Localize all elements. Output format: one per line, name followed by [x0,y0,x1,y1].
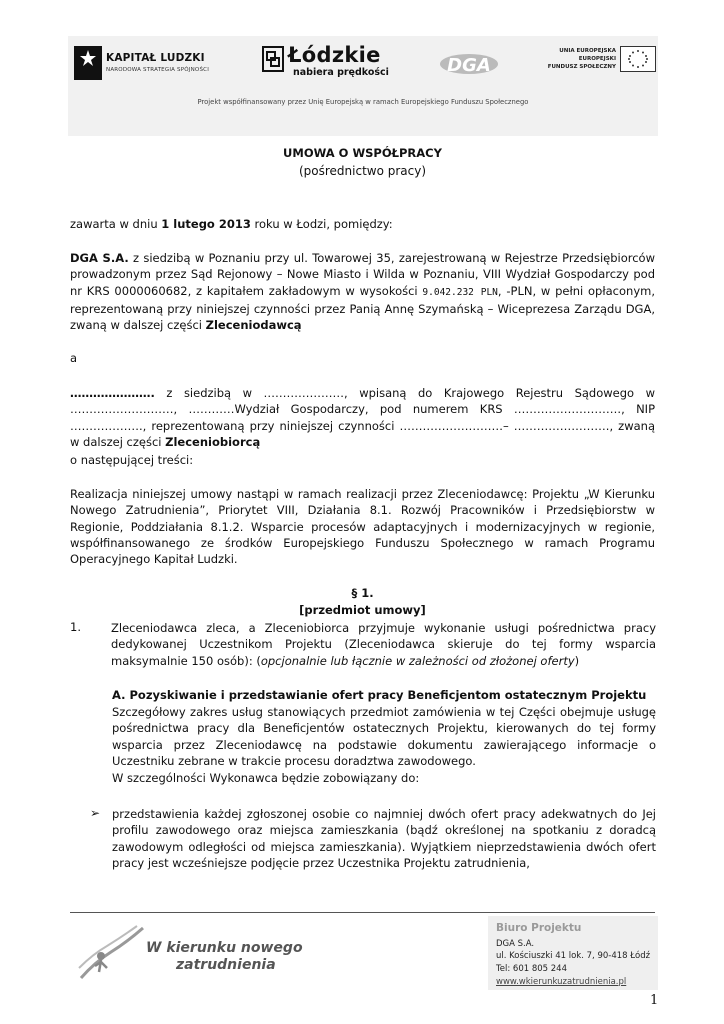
item1-italic: opcjonalnie lub łącznie w zależności od złożonej oferty [260,653,575,668]
subsection-a-heading: A. Pozyskiwanie i przedstawianie ofert pracy Beneficjentom ostatecznym Projektu [112,688,647,702]
lodzkie-mark-icon [262,45,284,73]
intro-text-a: zawarta w dniu [70,217,162,231]
office-title: Biuro Projektu [496,922,582,934]
subsection-a-text2: W szczególności Wykonawca będzie zobowiązany do: [112,771,420,785]
party1-text2: , -PLN, w pełni opłaconym, reprezentowaną przy niniejszej czynności przez Panią Annę Szymańską – Wiceprezesa Zarządu DGA, zwaną w dalszej części [70,283,655,333]
lodzkie-title: Łódzkie [288,43,381,67]
eu-line-2: EUROPEJSKI [578,56,616,62]
party1-text: z siedzibą w Poznaniu przy ul. Towarowej 35, zarejestrowaną w Rejestrze Przedsiębiorców prowadzonym przez Sąd Rejonowy – Nowe Miasto i Wilda w Poznaniu, VIII Wydział Gospodarczy pod nr KRS 0000060682, z kapitałem zakładowym w wysokości [70,251,655,298]
dga-logo [438,50,500,76]
party1-role: Zleceniodawcą [205,318,302,333]
cofinance-note: Projekt współfinansowany przez Unię Europejską w ramach Europejskiego Funduszu Społecznego [197,98,529,106]
eu-fund-label [528,47,616,71]
subsection-a-text: Szczegółowy zakres usług stanowiących przedmiot zamówienia w tej Części obejmuje usługę pośrednictwa pracy dla Beneficjentów ostatecznych Projektu, kierowanych do tej formy wsparcia przez Zleceniodawcę na podstawie dokumentu zawierającego informacje o Uczestniku zebrane w trakcie procesu doradztwa zawodowego. [112,705,656,768]
page-number: 1 [650,993,659,1008]
eu-flag-icon [620,46,656,72]
party1-capital: 9.042.232 PLN [422,286,498,298]
footer-slogan-line1: W kierunku nowego [146,940,303,956]
realization-paragraph: Realizacja niniejszej umowy nastąpi w ramach realizacji przez Zleceniodawcę: Projektu „W Kierunku Nowego Zatrudnienia”, Priorytet VIII, Działania 8.1. Rozwój Pracowników i Przedsiębiorstw w Regionie, Poddziałania 8.1.2. Wsparcie procesów adaptacyjnych i modernizacyjnych w regionie, współfinansowanego ze środków Europejskiego Funduszu Społecznego w ramach Programu Operacyjnego Kapitał Ludzki. [70,487,655,567]
office-company: DGA S.A. [496,939,535,949]
party2-name-placeholder: …………………. [70,386,155,400]
bullet-arrow-icon: ➢ [90,806,101,820]
office-website-link[interactable]: www.wkierunkuzatrudnienia.pl [496,977,627,987]
kapital-ludzki-subtitle: NARODOWA STRATEGIA SPÓJNOŚCI [106,67,210,73]
following-line: o następującej treści: [70,453,194,467]
document-subtitle: (pośrednictwo pracy) [298,164,427,178]
footer-divider [70,912,655,913]
kapital-ludzki-title: KAPITAŁ LUDZKI [106,52,205,64]
office-phone: Tel: 601 805 244 [496,964,567,974]
bullet-item: przedstawienia każdej zgłoszonej osobie co najmniej dwóch ofert pracy adekwatnych do Jej profilu zawodowego oraz miejsca zamieszkania (bądź określonej na spotkaniu z doradcą zawodowym odległości od miejsca zamieszkania). Wyjątkiem nieprzedstawienia dwóch ofert pracy jest wcześniejsze podjęcie przez Uczestnika Projektu zatrudnienia, [112,807,656,870]
and-connector: a [70,351,78,365]
eu-line-3: FUNDUSZ SPOŁECZNY [547,64,616,70]
section-number: § 1. [351,586,374,600]
office-address: ul. Kościuszki 41 lok. 7, 90-418 Łódź [496,951,651,961]
party1-name: DGA S.A. [70,251,129,265]
document-title: UMOWA O WSPÓŁPRACY [283,146,442,160]
eu-line-1: UNIA EUROPEJSKA [559,48,616,54]
item1-paragraph [111,620,656,669]
section-title: [przedmiot umowy] [299,603,426,617]
item1-number: 1. [70,620,81,634]
project-logo-icon [75,922,147,986]
party2-text: z siedzibą w …………………, wpisaną do Krajowego Rejestru Sądowego w ………………………, …………Wydział Gospodarczy, pod numerem KRS ………………………., NIP ………………., reprezentowaną przy niniejszej czynności ………………………– ……………………., zwaną w dalszej części [70,386,655,449]
item1-end: ) [574,653,580,668]
party2-role: Zleceniobiorcą [165,434,261,449]
lodzkie-subtitle: nabiera prędkości [293,67,389,78]
party2-paragraph [70,385,655,450]
party1-paragraph [70,250,655,333]
intro-paragraph [70,216,655,232]
dga-logo-text: DGA [447,55,491,76]
item1-text: Zleceniodawca zleca, a Zleceniobiorca przyjmuje wykonanie usługi pośrednictwa pracy dedykowanej Uczestnikom Projektu (Zleceniodawca skieruje do tej formy wsparcia maksymalnie 150 osób): ( [111,621,656,668]
intro-date: 1 lutego 2013 [161,217,251,231]
intro-text-b: roku w Łodzi, pomiędzy: [250,217,393,231]
footer-slogan-line2: zatrudnienia [176,957,276,973]
